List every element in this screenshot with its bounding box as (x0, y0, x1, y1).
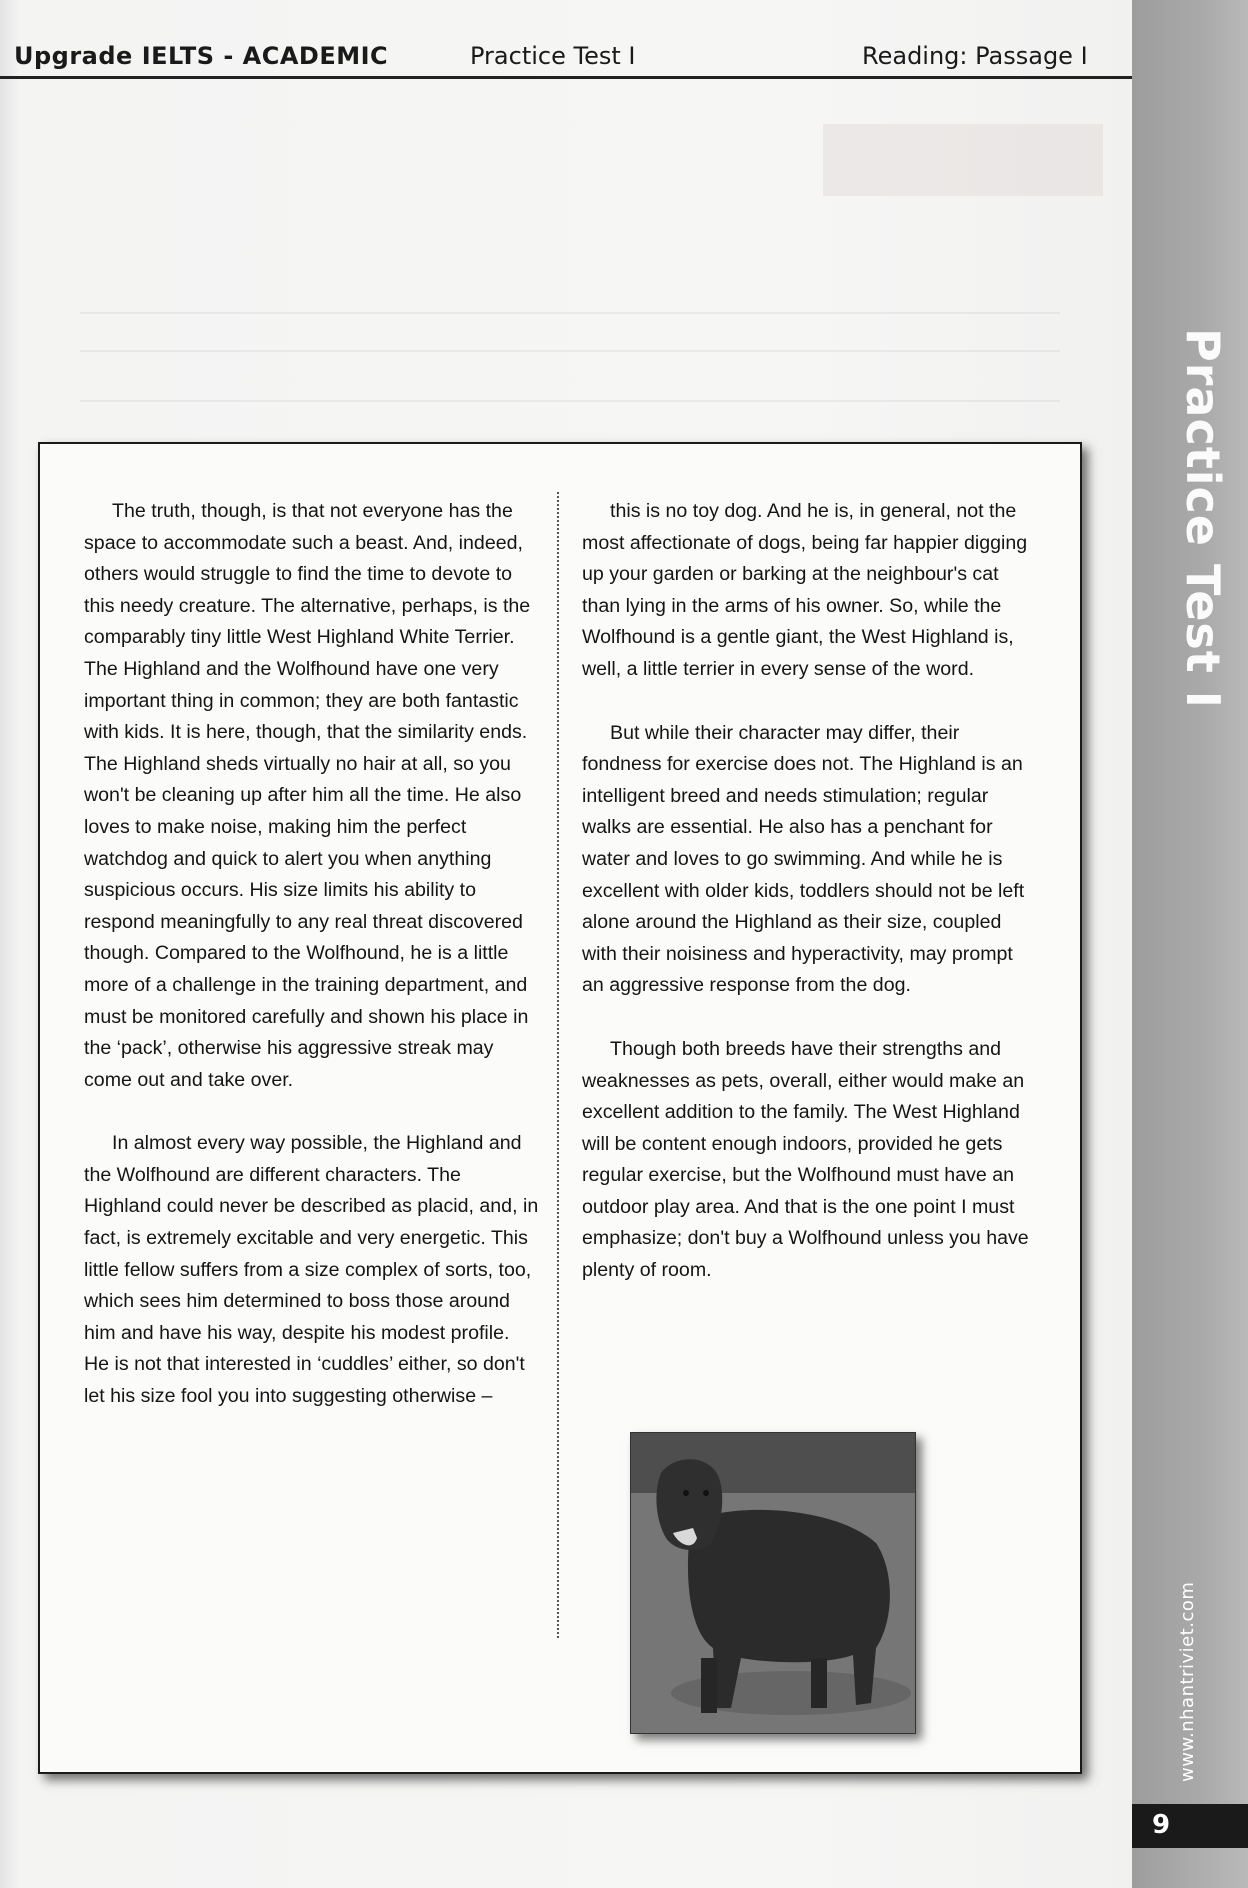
paragraph: But while their character may differ, their fondness for exercise does not. The Highland is an intelligent breed and needs stimulation; regular walks are essential. He also has a penchant for water and loves to go swimming. And while he is excellent with older kids, toddlers should not be left alone around the Highland as their size, coupled with their noisiness and hyperactivity, may prompt an aggressive response from the dog. (582, 721, 1025, 997)
paragraph: this is no toy dog. And he is, in general, not the most affectionate of dogs, being far happier digging up your garden or barking at the neighbour's cat than lying in the arms of his owner. So, while the Wolfhound is a gentle giant, the West Highland is, well, a little terrier in every sense of the word. (582, 500, 1028, 680)
header-test-title: Practice Test I (470, 42, 636, 70)
page-number-label: 9 (1152, 1810, 1171, 1840)
right-column (582, 496, 1037, 1319)
column-divider (557, 492, 559, 1638)
header-book-title: Upgrade IELTS - ACADEMIC (14, 42, 389, 70)
left-column (84, 496, 539, 1445)
side-tab-bottom (1132, 1848, 1248, 1888)
wolfhound-photo (630, 1432, 916, 1734)
publisher-url: www.nhantriviet.com (1177, 1581, 1198, 1782)
running-header (0, 30, 1132, 79)
paragraph: The truth, though, is that not everyone has the space to accommodate such a beast. And, indeed, others would struggle to find the time to devote to this needy creature. The alternative, perhaps, is the comparably tiny little West Highland White Terrier. The Highland and the Wolfhound have one very important thing in common; they are both fantastic with kids. It is here, though, that the similarity ends. The Highland sheds virtually no hair at all, so you won't be cleaning up after him all the time. He also loves to make noise, making him the perfect watchdog and quick to alert you when anything suspicious occurs. His size limits his ability to respond meaningfully to any real threat discovered though. Compared to the Wolfhound, he is a little more of a challenge in the training department, and must be monitored carefully and shown his place in the ‘pack’, otherwise his aggressive streak may come out and take over. (84, 500, 531, 1091)
side-tab (1132, 0, 1248, 1888)
bleed-through-line (80, 350, 1060, 352)
bleed-through-line (80, 400, 1060, 402)
bleed-through-block (823, 124, 1103, 196)
passage-box (38, 442, 1082, 1774)
side-tab-title: Practice Test I (1176, 328, 1230, 709)
paragraph: Though both breeds have their strengths and weaknesses as pets, overall, either would make an excellent addition to the family. The West Highland will be content enough indoors, provided he gets regular exercise, but the Wolfhound must have an outdoor play area. And that is the one point I must emphasize; don't buy a Wolfhound unless you have plenty of room. (582, 1037, 1029, 1282)
bleed-through-line (80, 312, 1060, 314)
page-number (1132, 1804, 1248, 1848)
header-section-title: Reading: Passage I (862, 42, 1088, 70)
paragraph: In almost every way possible, the Highland and the Wolfhound are different characters. The Highland could never be described as placid, and, in fact, is extremely excitable and very energetic. This little fellow suffers from a size complex of sorts, too, which sees him determined to boss those around him and have his way, despite his modest profile. He is not that interested in ‘cuddles’ either, so don't let his size fool you into suggesting otherwise – (84, 1132, 539, 1408)
dog-illustration (631, 1433, 915, 1733)
